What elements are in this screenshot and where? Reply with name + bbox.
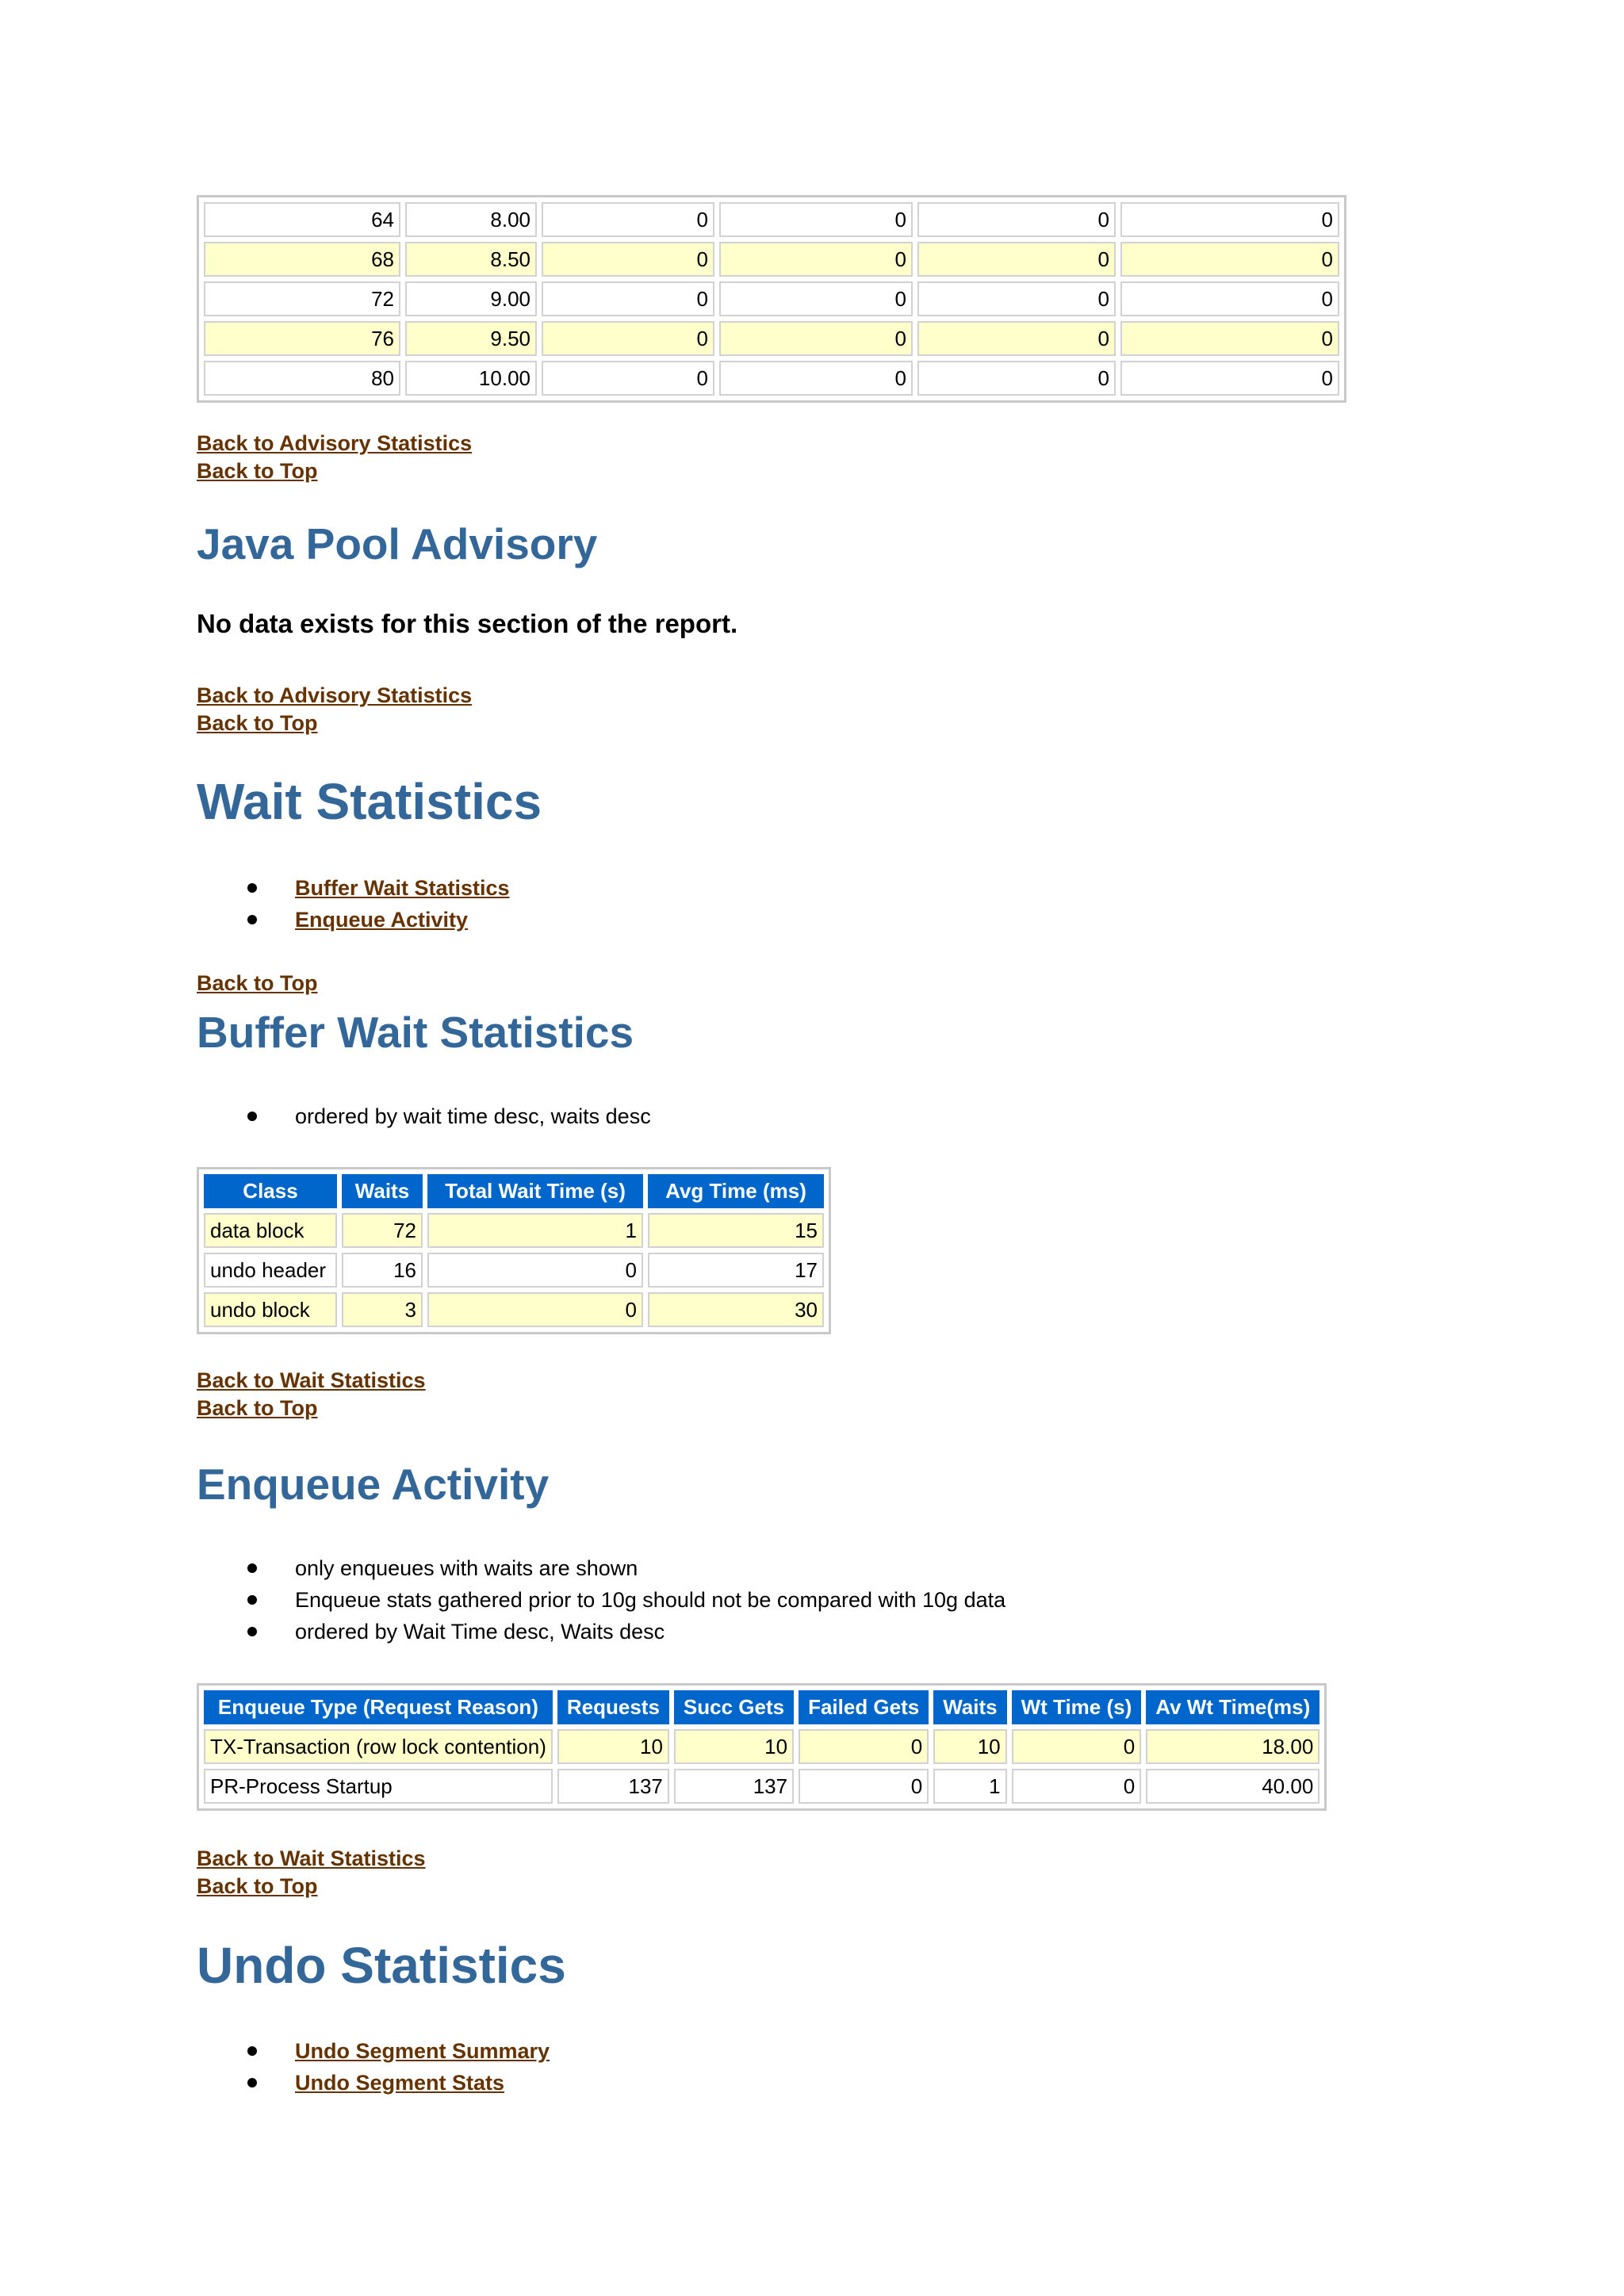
list-item xyxy=(197,2035,550,2067)
table-cell: 0 xyxy=(719,321,913,356)
enqueue-activity-table xyxy=(197,1683,1327,1811)
back-to-top-link[interactable]: Back to Top xyxy=(197,1874,318,1898)
table-cell: 8.50 xyxy=(405,242,537,277)
undo-statistics-heading: Undo Statistics xyxy=(197,1937,566,1994)
table-cell: 1 xyxy=(427,1213,643,1248)
back-to-advisory-statistics-link[interactable]: Back to Advisory Statistics xyxy=(197,431,473,455)
enqueue-notes xyxy=(197,1552,1005,1647)
table-cell: 30 xyxy=(648,1292,824,1327)
table-row xyxy=(204,1729,1320,1764)
table-cell: 0 xyxy=(1012,1729,1142,1764)
table-cell: 10 xyxy=(674,1729,794,1764)
table-cell: 72 xyxy=(342,1213,423,1248)
column-header: Avg Time (ms) xyxy=(648,1174,824,1208)
table-cell: 80 xyxy=(204,361,400,396)
buffer-wait-table xyxy=(197,1167,831,1334)
column-header: Requests xyxy=(557,1690,669,1724)
table-cell: 0 xyxy=(542,361,714,396)
table-row xyxy=(204,1292,824,1327)
undo-segment-stats-link[interactable]: Undo Segment Stats xyxy=(295,2071,505,2095)
table-cell: 0 xyxy=(542,321,714,356)
table-cell: 10.00 xyxy=(405,361,537,396)
table-cell: 0 xyxy=(799,1729,929,1764)
list-item xyxy=(197,904,510,936)
table-row xyxy=(204,1213,824,1248)
table-cell: data block xyxy=(204,1213,337,1248)
column-header: Wt Time (s) xyxy=(1012,1690,1142,1724)
table-cell: 0 xyxy=(719,202,913,237)
table-cell: 16 xyxy=(342,1253,423,1288)
list-item: only enqueues with waits are shown xyxy=(197,1552,1005,1584)
table-cell: 0 xyxy=(542,281,714,316)
table-cell: 0 xyxy=(917,202,1116,237)
table-cell: 0 xyxy=(1120,281,1339,316)
table-cell: TX-Transaction (row lock contention) xyxy=(204,1729,553,1764)
column-header: Waits xyxy=(933,1690,1006,1724)
table-row xyxy=(204,202,1339,237)
table-cell: 9.50 xyxy=(405,321,537,356)
enqueue-activity-link[interactable]: Enqueue Activity xyxy=(295,908,469,932)
column-header: Av Wt Time(ms) xyxy=(1146,1690,1320,1724)
table-cell: 64 xyxy=(204,202,400,237)
column-header: Class xyxy=(204,1174,337,1208)
table-cell: 0 xyxy=(917,281,1116,316)
back-to-wait-statistics-link[interactable]: Back to Wait Statistics xyxy=(197,1846,426,1870)
table-cell: 10 xyxy=(557,1729,669,1764)
wait-statistics-heading: Wait Statistics xyxy=(197,773,542,830)
advisory-continuation-table xyxy=(197,195,1346,403)
table-row xyxy=(204,321,1339,356)
java-pool-advisory-heading: Java Pool Advisory xyxy=(197,519,598,568)
table-cell: 15 xyxy=(648,1213,824,1248)
column-header: Failed Gets xyxy=(799,1690,929,1724)
table-cell: 0 xyxy=(1012,1769,1142,1804)
table-cell: 0 xyxy=(1120,361,1339,396)
table-cell: 0 xyxy=(917,321,1116,356)
table-cell: 0 xyxy=(427,1253,643,1288)
list-item: ordered by Wait Time desc, Waits desc xyxy=(197,1616,1005,1647)
table-cell: 0 xyxy=(917,361,1116,396)
wait-statistics-nav-list xyxy=(197,872,510,936)
back-to-top-link[interactable]: Back to Top xyxy=(197,459,318,483)
table-cell: 9.00 xyxy=(405,281,537,316)
column-header: Succ Gets xyxy=(674,1690,794,1724)
table-cell: 17 xyxy=(648,1253,824,1288)
list-item: Enqueue stats gathered prior to 10g should not be compared with 10g data xyxy=(197,1584,1005,1616)
table-row xyxy=(204,1769,1320,1804)
back-to-top-link[interactable]: Back to Top xyxy=(197,971,318,995)
table-cell: 0 xyxy=(1120,202,1339,237)
table-cell: 0 xyxy=(719,281,913,316)
enqueue-activity-heading: Enqueue Activity xyxy=(197,1460,550,1509)
table-cell: 8.00 xyxy=(405,202,537,237)
table-cell: 0 xyxy=(917,242,1116,277)
undo-statistics-nav-list xyxy=(197,2035,550,2099)
back-to-top-link[interactable]: Back to Top xyxy=(197,1396,318,1420)
table-cell: 3 xyxy=(342,1292,423,1327)
back-to-wait-statistics-link[interactable]: Back to Wait Statistics xyxy=(197,1368,426,1392)
table-row xyxy=(204,242,1339,277)
buffer-wait-notes xyxy=(197,1100,651,1132)
table-cell: 72 xyxy=(204,281,400,316)
table-row xyxy=(204,361,1339,396)
table-cell: 1 xyxy=(933,1769,1006,1804)
table-row xyxy=(204,281,1339,316)
table-cell: 76 xyxy=(204,321,400,356)
table-cell: 0 xyxy=(799,1769,929,1804)
back-to-top-link[interactable]: Back to Top xyxy=(197,711,318,735)
table-cell: 0 xyxy=(542,242,714,277)
table-cell: 137 xyxy=(557,1769,669,1804)
column-header: Waits xyxy=(342,1174,423,1208)
table-cell: 0 xyxy=(1120,321,1339,356)
back-to-advisory-statistics-link[interactable]: Back to Advisory Statistics xyxy=(197,683,473,707)
table-cell: undo header xyxy=(204,1253,337,1288)
table-cell: 68 xyxy=(204,242,400,277)
table-cell: 40.00 xyxy=(1146,1769,1320,1804)
buffer-wait-statistics-heading: Buffer Wait Statistics xyxy=(197,1008,634,1057)
column-header: Enqueue Type (Request Reason) xyxy=(204,1690,553,1724)
no-data-message: No data exists for this section of the report. xyxy=(197,609,738,638)
table-cell: 0 xyxy=(719,242,913,277)
table-cell: 10 xyxy=(933,1729,1006,1764)
column-header: Total Wait Time (s) xyxy=(427,1174,643,1208)
list-item xyxy=(197,2067,550,2099)
table-cell: 137 xyxy=(674,1769,794,1804)
table-cell: undo block xyxy=(204,1292,337,1327)
table-cell: 0 xyxy=(719,361,913,396)
table-cell: 0 xyxy=(1120,242,1339,277)
undo-segment-summary-link[interactable]: Undo Segment Summary xyxy=(295,2039,550,2063)
buffer-wait-statistics-link[interactable]: Buffer Wait Statistics xyxy=(295,876,510,900)
list-item: ordered by wait time desc, waits desc xyxy=(197,1100,651,1132)
table-row xyxy=(204,1253,824,1288)
table-cell: 18.00 xyxy=(1146,1729,1320,1764)
list-item xyxy=(197,872,510,904)
table-cell: 0 xyxy=(542,202,714,237)
table-cell: 0 xyxy=(427,1292,643,1327)
table-cell: PR-Process Startup xyxy=(204,1769,553,1804)
